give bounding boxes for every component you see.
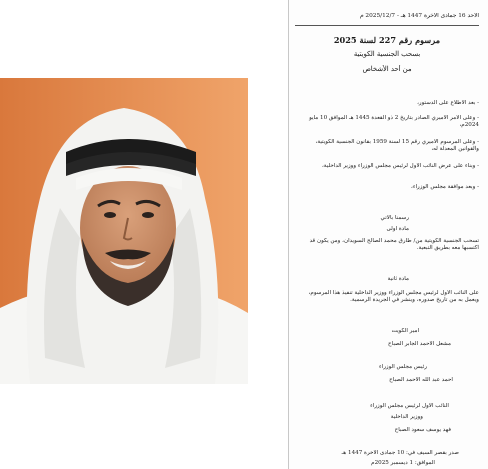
emir-name: مشعل الأحمد الجابر الصباح xyxy=(388,341,451,347)
prime-minister-name: أحمد عبد الله الأحمد الصباح xyxy=(389,377,453,383)
decree-title: مرسوم رقم 227 لسنة 2025 xyxy=(333,35,441,45)
preamble-clause: - بعد الاطلاع على الدستور، xyxy=(417,100,479,106)
decree-subtitle-1: بسحب الجنسية الكويتية xyxy=(353,50,421,58)
header-divider xyxy=(295,25,479,26)
gazette-date-line: الأحد 16 جمادى الآخرة 1447 هـ - 2025/12/7 م xyxy=(359,13,479,19)
deputy-pm-subtitle: ووزير الداخلية xyxy=(390,414,423,420)
deputy-pm-name: فهد يوسف سعود الصباح xyxy=(394,427,451,433)
issued-line: صدر بقصر السيف في: 10 جمادى الآخرة 1447 هـ xyxy=(341,450,459,456)
preamble-clause: - وبعد موافقة مجلس الوزراء، xyxy=(411,184,479,190)
issued-date-line: الموافق: 1 ديسمبر 2025م xyxy=(371,460,435,466)
portrait-photo xyxy=(0,78,248,384)
preamble-clause: - وعلى الأمر الأميري الصادر بتاريخ 2 ذو القعدة 1445 هـ الموافق 10 مايو 2024م، xyxy=(309,115,479,128)
emir-title: أمير الكويت xyxy=(391,328,419,334)
preamble-clause: - وبناء على عرض النائب الأول لرئيس مجلس الوزراء ووزير الداخلية، xyxy=(322,163,479,169)
decree-phrase: رسمنا بالآتي xyxy=(380,215,409,221)
article-1-heading: مادة أولى xyxy=(386,226,409,232)
prime-minister-title: رئيس مجلس الوزراء xyxy=(379,364,427,370)
decree-subtitle-2: من أحد الأشخاص xyxy=(362,65,412,73)
article-2-heading: مادة ثانية xyxy=(387,276,409,282)
article-1-text: تسحب الجنسية الكويتية من/ طارق محمد الصالح السويدان، ومن يكون قد اكتسبها معه بطريق التبعية. xyxy=(309,238,479,251)
gazette-page xyxy=(288,0,488,469)
deputy-pm-title: النائب الأول لرئيس مجلس الوزراء xyxy=(370,403,449,409)
portrait-illustration xyxy=(0,78,248,384)
article-2-text: على النائب الأول لرئيس مجلس الوزراء ووزير الداخلية تنفيذ هذا المرسوم، ويعمل به من تاريخ صدوره، وينشر في الجريدة الرسمية. xyxy=(308,290,479,303)
preamble-clause: - وعلى المرسوم الأميري رقم 15 لسنة 1959 بقانون الجنسية الكويتية، والقوانين المعدلة له، xyxy=(315,139,479,152)
